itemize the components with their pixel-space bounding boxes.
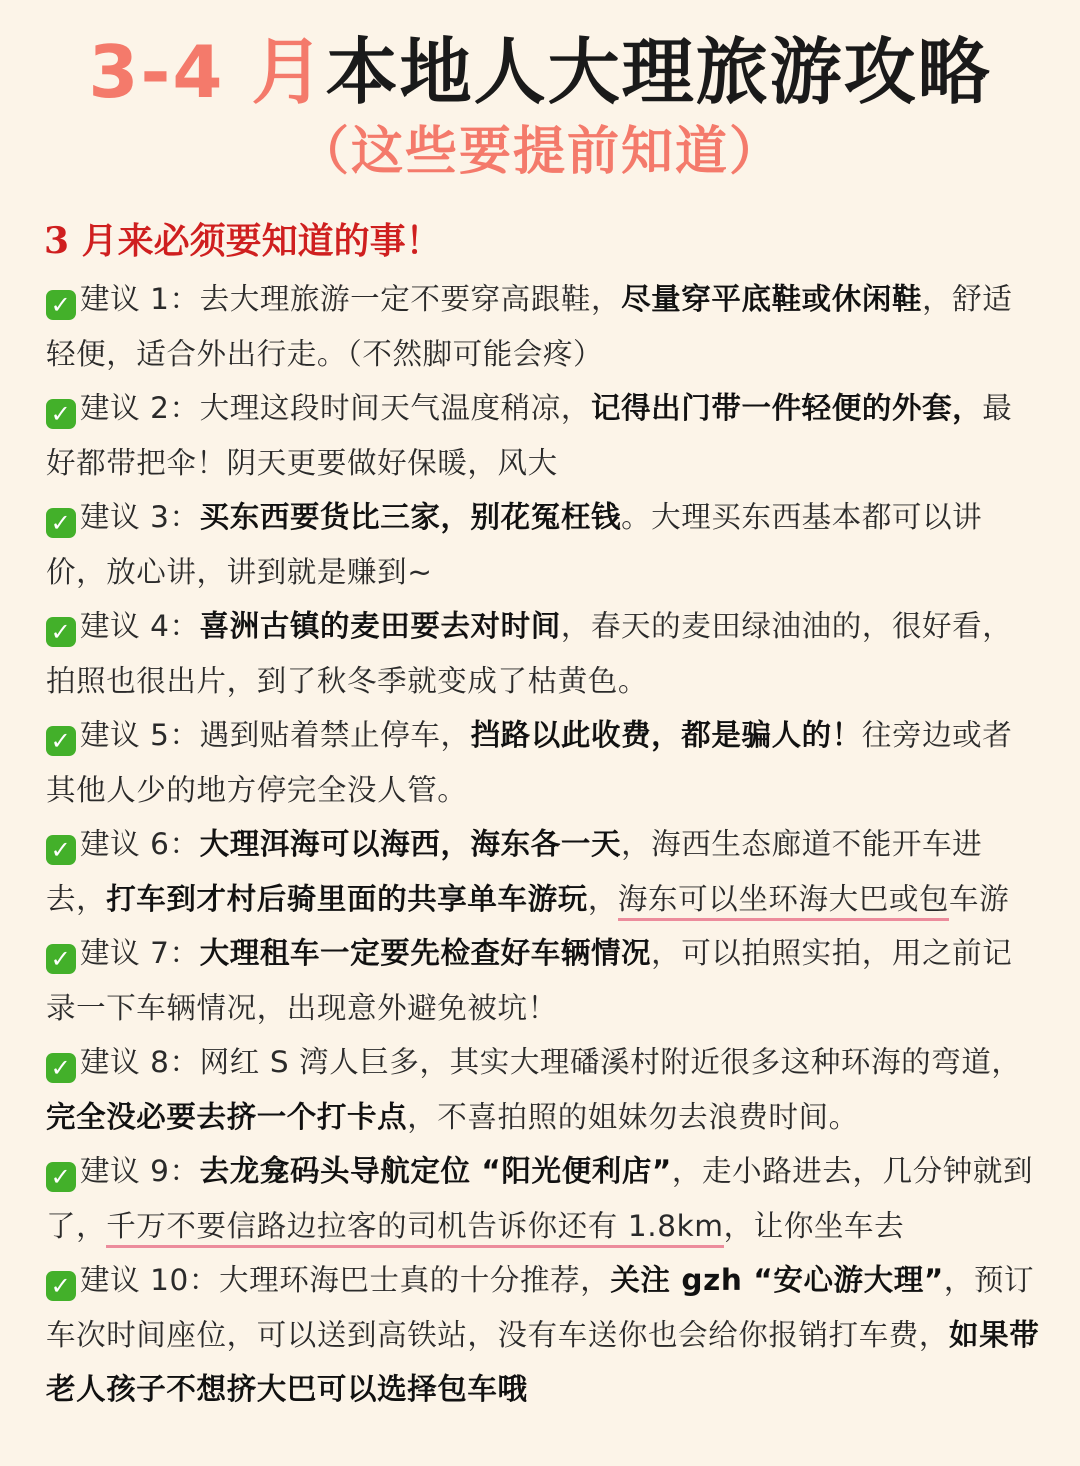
title-highlight: 3-4 月 xyxy=(88,30,326,114)
tip-label: 建议 2： xyxy=(80,391,200,425)
tip-label: 建议 8： xyxy=(80,1045,200,1079)
tip-bold-text: 挡路以此收费，都是骗人的！ xyxy=(470,718,862,752)
check-icon: ✓ xyxy=(46,1271,76,1301)
tip-bold-text: 买东西要货比三家，别花冤枉钱 xyxy=(199,500,622,534)
check-icon: ✓ xyxy=(46,617,76,647)
tip-label: 建议 9： xyxy=(80,1154,200,1188)
tip-1 xyxy=(46,272,1042,381)
tip-text: ，走小路进去，几分钟就到了， xyxy=(46,1154,1034,1243)
tip-text: ，可以拍照实拍，用之前记录一下车辆情况，出现意外避免被坑！ xyxy=(46,936,1013,1025)
tip-text: 大理环海巴士真的十分推荐， xyxy=(219,1263,611,1297)
tip-5 xyxy=(46,708,1042,817)
tip-bold-text: 尽量穿平底鞋或休闲鞋 xyxy=(621,282,923,316)
tip-text: 去大理旅游一定不要穿高跟鞋， xyxy=(199,282,622,316)
tip-text: ，海西生态廊道不能开车进去， xyxy=(46,827,983,916)
tip-bold-text: 喜洲古镇的麦田要去对时间 xyxy=(199,609,561,643)
check-icon: ✓ xyxy=(46,944,76,974)
tip-text: ，舒适轻便，适合外出行走。（不然脚可能会疼） xyxy=(46,282,1013,371)
section-heading: 3 月来必须要知道的事！ xyxy=(44,220,442,262)
tip-2 xyxy=(46,381,1042,490)
tip-text: 往旁边或者其他人少的地方停完全没人管。 xyxy=(46,718,1013,807)
tip-label: 建议 3： xyxy=(80,500,200,534)
tip-text: 遇到贴着禁止停车， xyxy=(199,718,471,752)
tip-text: 网红 S 湾人巨多，其实大理磻溪村附近很多这种环海的弯道， xyxy=(199,1045,1022,1079)
check-icon: ✓ xyxy=(46,290,76,320)
tip-label: 建议 7： xyxy=(80,936,200,970)
check-icon: ✓ xyxy=(46,1053,76,1083)
tip-4 xyxy=(46,599,1042,708)
tip-underlined-text: 千万不要信路边拉客的司机告诉你还有 1.8km xyxy=(106,1209,723,1248)
tip-bold-text: 大理租车一定要先检查好车辆情况 xyxy=(199,936,652,970)
page-subtitle: （这些要提前知道） xyxy=(296,122,783,182)
tip-bold-text: 记得出门带一件轻便的外套， xyxy=(590,391,983,425)
tip-3 xyxy=(46,490,1042,599)
tip-text: 最好都带把伞！阴天更要做好保暖，风大 xyxy=(46,391,1013,480)
check-icon: ✓ xyxy=(46,508,76,538)
tip-text: ，让你坐车去 xyxy=(723,1208,905,1243)
tip-text: 大理这段时间天气温度稍凉， xyxy=(199,391,591,425)
check-icon: ✓ xyxy=(46,1162,76,1192)
tip-10 xyxy=(46,1253,1042,1417)
tip-bold-text: 如果带老人孩子不想挤大巴可以选择包车哦 xyxy=(46,1317,1040,1406)
tip-text: ，春天的麦田绿油油的，很好看，拍照也很出片，到了秋冬季就变成了枯黄色。 xyxy=(46,609,1013,698)
tip-9 xyxy=(46,1144,1042,1253)
page-title xyxy=(0,28,1080,116)
tip-bold-text: 关注 gzh “安心游大理” xyxy=(610,1263,944,1297)
tip-text: ，不喜拍照的姐妹勿去浪费时间。 xyxy=(407,1099,859,1134)
tip-underlined-text: 海东可以坐环海大巴或包 xyxy=(618,882,949,921)
tip-bold-text: 完全没必要去挤一个打卡点 xyxy=(46,1099,408,1134)
tip-text: 车游 xyxy=(949,881,1010,916)
tip-7 xyxy=(46,926,1042,1035)
tip-text: ， xyxy=(587,881,618,916)
tip-bold-text: 打车到才村后骑里面的共享单车游玩 xyxy=(106,881,588,916)
tip-text: ，预订车次时间座位，可以送到高铁站，没有车送你也会给你报销打车费， xyxy=(46,1263,1035,1352)
check-icon: ✓ xyxy=(46,726,76,756)
check-icon: ✓ xyxy=(46,399,76,429)
tip-6 xyxy=(46,817,1042,926)
title-main: 本地人大理旅游攻略 xyxy=(325,30,992,114)
tip-label: 建议 10： xyxy=(80,1263,220,1297)
tips-list xyxy=(46,272,1042,1417)
tip-label: 建议 1： xyxy=(80,282,200,316)
tip-bold-text: 去龙龛码头导航定位 “阳光便利店” xyxy=(199,1154,672,1188)
check-icon: ✓ xyxy=(46,835,76,865)
tip-label: 建议 4： xyxy=(80,609,200,643)
tip-bold-text: 大理洱海可以海西，海东各一天 xyxy=(199,827,622,861)
tip-label: 建议 6： xyxy=(80,827,200,861)
tip-8 xyxy=(46,1035,1042,1144)
tip-label: 建议 5： xyxy=(80,718,200,752)
tip-text: 。大理买东西基本都可以讲价，放心讲，讲到就是赚到~ xyxy=(46,500,983,589)
